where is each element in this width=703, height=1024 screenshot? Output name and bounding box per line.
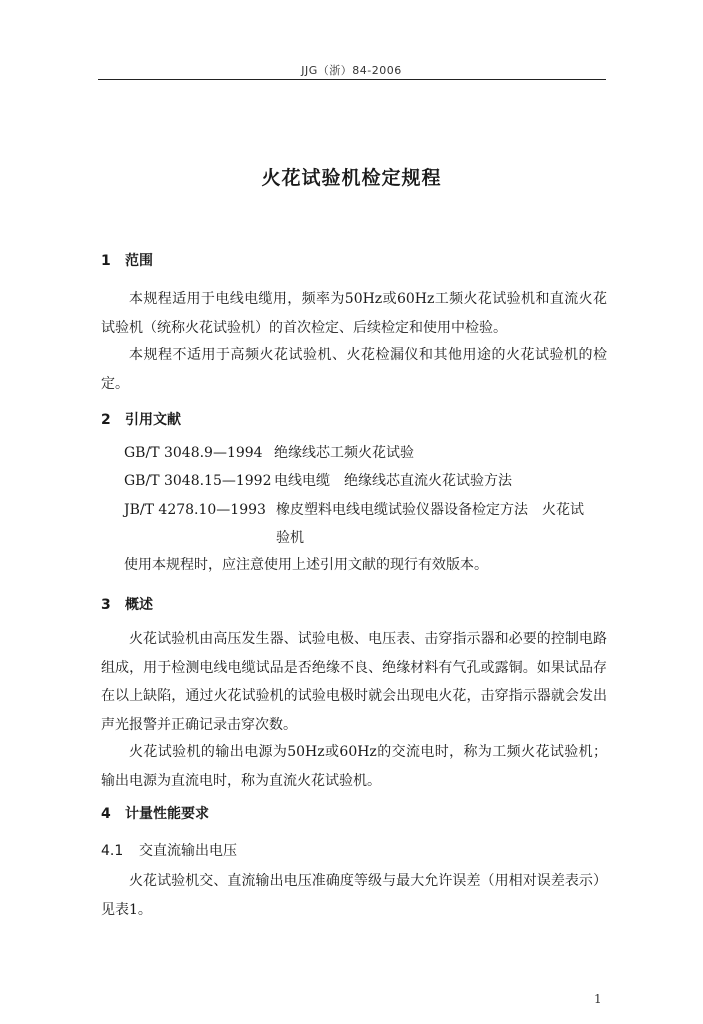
reference-title-continued: 验机 <box>276 530 304 546</box>
reference-note: 使用本规程时，应注意使用上述引用文献的现行有效版本。 <box>124 557 488 573</box>
reference-code: GB/T 3048.15—1992 <box>124 473 272 489</box>
section-title: 计量性能要求 <box>125 806 209 822</box>
section-number: 1 <box>101 253 111 269</box>
section-1-paragraph-1: 本规程适用于电线电缆用，频率为50Hz或60Hz工频火花试验机和直流火花试验机（统称火花试验机）的首次检定、后续检定和使用中检验。 <box>101 291 607 336</box>
section-1-heading <box>101 250 153 270</box>
reference-title: 橡皮塑料电线电缆试验仪器设备检定方法 火花试 <box>276 502 584 518</box>
reference-item <box>124 467 607 495</box>
reference-item <box>124 439 607 467</box>
section-title: 概述 <box>125 597 153 613</box>
section-2-heading <box>101 409 181 429</box>
section-4-heading <box>101 803 209 823</box>
section-title: 范围 <box>125 253 153 269</box>
document-title: 火花试验机检定规程 <box>261 167 442 189</box>
reference-code: JB/T 4278.10—1993 <box>124 502 266 518</box>
section-1-paragraph-2: 本规程不适用于高频火花试验机、火花检漏仪和其他用途的火花试验机的检定。 <box>101 347 607 392</box>
section-3-heading <box>101 594 153 614</box>
reference-title: 电线电缆 绝缘线芯直流火花试验方法 <box>274 473 512 489</box>
section-3-paragraph-2: 火花试验机的输出电源为50Hz或60Hz的交流电时，称为工频火花试验机；输出电源为直流电时，称为直流火花试验机。 <box>101 744 607 789</box>
standard-code-header: JJG（浙）84-2006 <box>301 64 402 77</box>
subsection-title: 交直流输出电压 <box>139 843 237 859</box>
reference-title: 绝缘线芯工频火花试验 <box>274 445 414 461</box>
section-title: 引用文献 <box>125 412 181 428</box>
reference-item <box>124 496 607 552</box>
subsection-4-1-heading <box>101 840 237 860</box>
subsection-number: 4.1 <box>101 843 124 859</box>
page-number: 1 <box>594 992 602 1006</box>
section-number: 3 <box>101 597 111 613</box>
header-rule <box>98 79 606 80</box>
section-number: 2 <box>101 412 111 428</box>
reference-code: GB/T 3048.9—1994 <box>124 445 263 461</box>
section-number: 4 <box>101 806 111 822</box>
section-3-paragraph-1: 火花试验机由高压发生器、试验电极、电压表、击穿指示器和必要的控制电路组成，用于检测电线电缆试品是否绝缘不良、绝缘材料有气孔或露铜。如果试品存在以上缺陷，通过火花试验机的试验电极时就会出现电火花，击穿指示器就会发出声光报警并正确记录击穿次数。 <box>101 631 607 733</box>
subsection-4-1-paragraph: 火花试验机交、直流输出电压准确度等级与最大允许误差（用相对误差表示）见表1。 <box>101 873 607 918</box>
